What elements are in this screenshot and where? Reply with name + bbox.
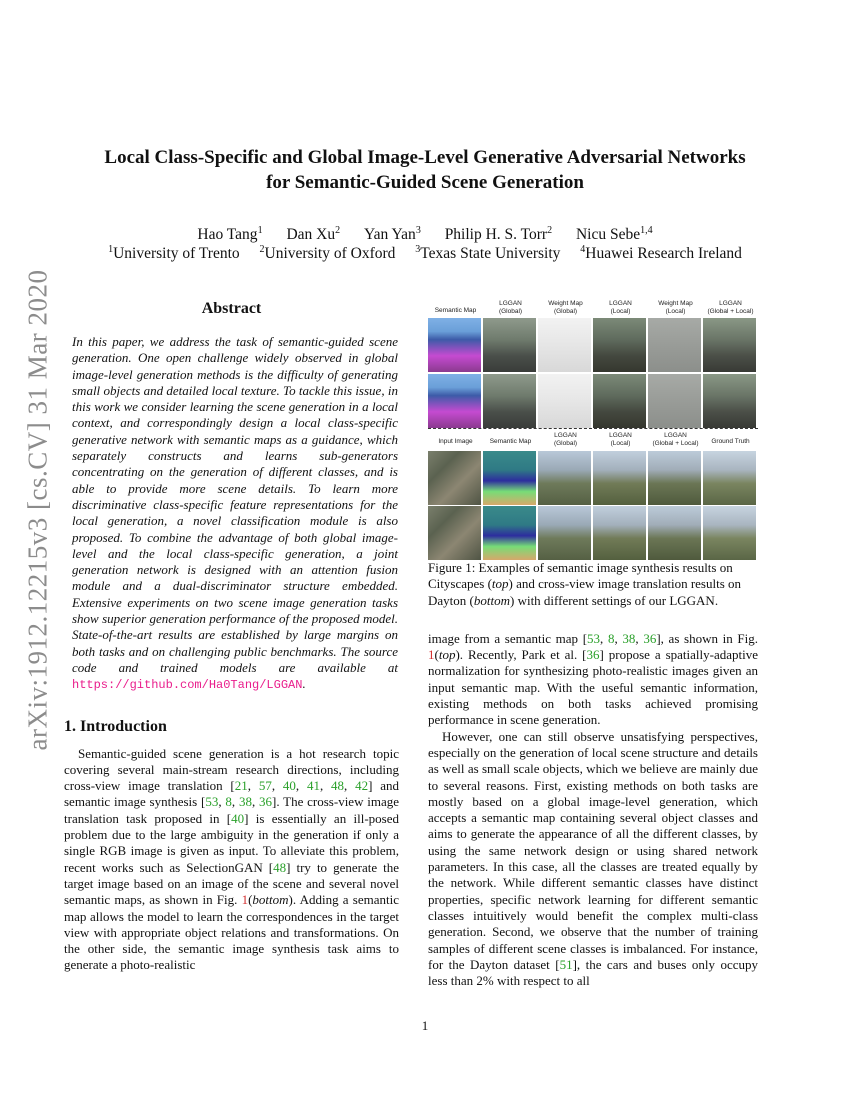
citation[interactable]: 36 [259,794,272,810]
dayton-result-image [648,451,701,505]
cityscapes-result-image [648,318,701,372]
cityscapes-result-image [703,318,756,372]
citation[interactable]: 36 [586,647,600,663]
paper-title [40,145,810,195]
cityscapes-result-image [428,374,481,428]
figure-1 [428,298,758,560]
figure-column-header: LGGAN (Global + Local) [652,432,699,447]
citation[interactable]: 53 [587,630,601,646]
figure-column-header: LGGAN (Global + Local) [707,300,754,315]
cityscapes-result-image [483,374,536,428]
dayton-result-image [648,506,701,560]
dayton-result-image [593,506,646,560]
citation[interactable]: 41 [306,778,320,794]
figure-reference[interactable]: 1 [241,892,249,908]
figure-caption: Figure 1: Examples of semantic image synthesis results on Cityscapes (top) and cross-view image translation results on Dayton (bottom) with different settings of our LGGAN. [428,560,742,608]
figure-column-header: LGGAN (Local) [609,300,632,315]
author: Hao Tang$^1$ [197,224,263,243]
cityscapes-result-image [703,374,756,428]
affiliation: $^2$University of Oxford [259,243,396,262]
cityscapes-result-image [538,318,591,372]
dayton-result-image [703,451,756,505]
figure-column-header: Input Image [438,438,473,445]
cityscapes-result-image [648,374,701,428]
citation[interactable]: 48 [273,859,287,875]
citation[interactable]: 36 [643,630,657,646]
right-column [428,298,758,989]
figure-column-header: LGGAN (Global) [553,432,578,447]
cityscapes-result-image [483,318,536,372]
left-column [64,300,399,974]
figure-column-header: Weight Map (Global) [548,300,583,315]
dayton-result-image [428,506,481,560]
affiliation: $^1$University of Trento [108,243,240,262]
figure-reference[interactable]: 1 [428,647,435,663]
dayton-result-image [593,451,646,505]
figure-column-header: Semantic Map [489,438,532,445]
intro-heading: 1. Introduction [64,717,167,735]
dayton-result-image [483,506,536,560]
citation[interactable]: 8 [607,630,615,646]
dayton-result-image [538,506,591,560]
cityscapes-result-image [428,318,481,372]
arxiv-identifier[interactable]: arXiv:1912.12215v3 [cs.CV] 31 Mar 2020 [22,269,53,751]
citation[interactable]: 57 [258,778,272,794]
author: Nicu Sebe$^{1,4}$ [575,224,653,243]
author: Yan Yan$^3$ [363,224,421,243]
figure-column-header: LGGAN (Global) [498,300,523,315]
paragraph: However, one can still observe unsatisfying perspectives, especially on the generation of local scene structure and details as well as small scale objects, which we believe are mainly due to several reasons. First, existing methods on both tasks are mostly based on a global image-level generation, which accepts a semantic map containing several object classes and aims to generate the appearance of all the different classes, by using the same network design or using shared network parameters. In this case, all the classes are treated equally by the network. While different semantic classes have distinct properties, specific network learning for different semantic classes intuitively would benefit the complex multi-class generation. Second, we observe that the number of training samples of different scene classes is imbalanced. For instance, for the Dayton dataset [51], the cars and buses only occupy less than 2% with respect to all [428,728,758,989]
intro-body [64,746,399,974]
citation[interactable]: 40 [282,778,296,794]
code-link[interactable]: https://github.com/Ha0Tang/LGGAN [72,678,303,693]
citation[interactable]: 51 [559,956,573,972]
abstract-heading: Abstract [201,300,262,317]
citation[interactable]: 8 [225,794,232,810]
affiliation: $^3$Texas State University [415,243,561,262]
arxiv-sidebar [8,269,68,751]
cityscapes-result-image [593,318,646,372]
figure-column-header: Ground Truth [711,438,750,445]
citation[interactable]: 38 [622,630,636,646]
affiliation-list [40,244,810,264]
right-body [428,631,758,990]
author-list [40,225,810,245]
dayton-result-image [703,506,756,560]
citation[interactable]: 53 [205,794,219,810]
abstract-body: In this paper, we address the task of semantic-guided scene generation. One open challenge widely observed in global image-level generation methods is the difficulty of generating small objects and detailed local texture. To tackle this issue, in this work we consider learning the scene generation in a local context, and correspondingly design a local class-specific generative network with semantic maps as a guidance, which separately constructs and learns sub-generators concentrating on the generation of different classes, and is able to provide more scene details. To learn more discriminative class-specific feature representations for the local generation, a novel classification module is also proposed. To combine the advantage of both global image-level and the local class-specific generation, a joint generation network is designed with an attention fusion module and a dual-discriminator structure embedded. Extensive experiments on two scene image generation tasks show superior generation performance of the proposed model. State-of-the-art results are established by large margins on both tasks and on challenging public benchmarks. The source code and trained models are available at https://github.com/Ha0Tang/LGGAN. [72,334,398,693]
dayton-result-image [538,451,591,505]
cityscapes-result-image [538,374,591,428]
figure-column-header: Semantic Map [434,307,477,314]
affiliation: $^4$Huawei Research Ireland [580,243,742,262]
citation[interactable]: 40 [231,810,245,826]
dayton-result-image [483,451,536,505]
citation[interactable]: 38 [238,794,252,810]
dayton-result-image [428,451,481,505]
page-number: 1 [421,1018,429,1033]
author: Philip H. S. Torr$^2$ [444,224,553,243]
figure-divider [428,428,758,429]
title-line-1: Local Class-Specific and Global Image-Level Generative Adversarial Networks [104,147,746,168]
title-line-2: for Semantic-Guided Scene Generation [266,172,584,193]
citation[interactable]: 48 [331,778,345,794]
paragraph: image from a semantic map [53, 8, 38, 36], as shown in Fig. 1(top). Recently, Park et al. [36] propose a spatially-adaptive normalization for synthesizing photo-realistic images given an input semantic map. With the useful semantic information, existing methods on both tasks achieved promising performance in scene generation. [428,630,759,728]
citation[interactable]: 42 [355,778,369,794]
cityscapes-result-image [593,374,646,428]
author: Dan Xu$^2$ [286,224,341,243]
figure-column-header: Weight Map (Local) [658,300,693,315]
intro-paragraph: Semantic-guided scene generation is a hot research topic covering several main-stream research directions, including cross-view image translation [21, 57, 40, 41, 48, 42] and semantic image synthesis [53, 8, 38, 36]. The cross-view image translation task proposed in [40] is essentially an ill-posed problem due to the large ambiguity in the generation if only a single RGB image is given as input. To alleviate this problem, recent works such as SelectionGAN [48] try to generate the target image based on an image of the scene and several novel semantic maps, as shown in Fig. 1(bottom). Adding a semantic map allows the model to learn the correspondences in the target view with appropriate object relations and transformations. On the other side, the semantic image synthesis task aims to generate a photo-realistic [64,745,400,973]
citation[interactable]: 21 [234,778,248,794]
figure-column-header: LGGAN (Local) [609,432,632,447]
